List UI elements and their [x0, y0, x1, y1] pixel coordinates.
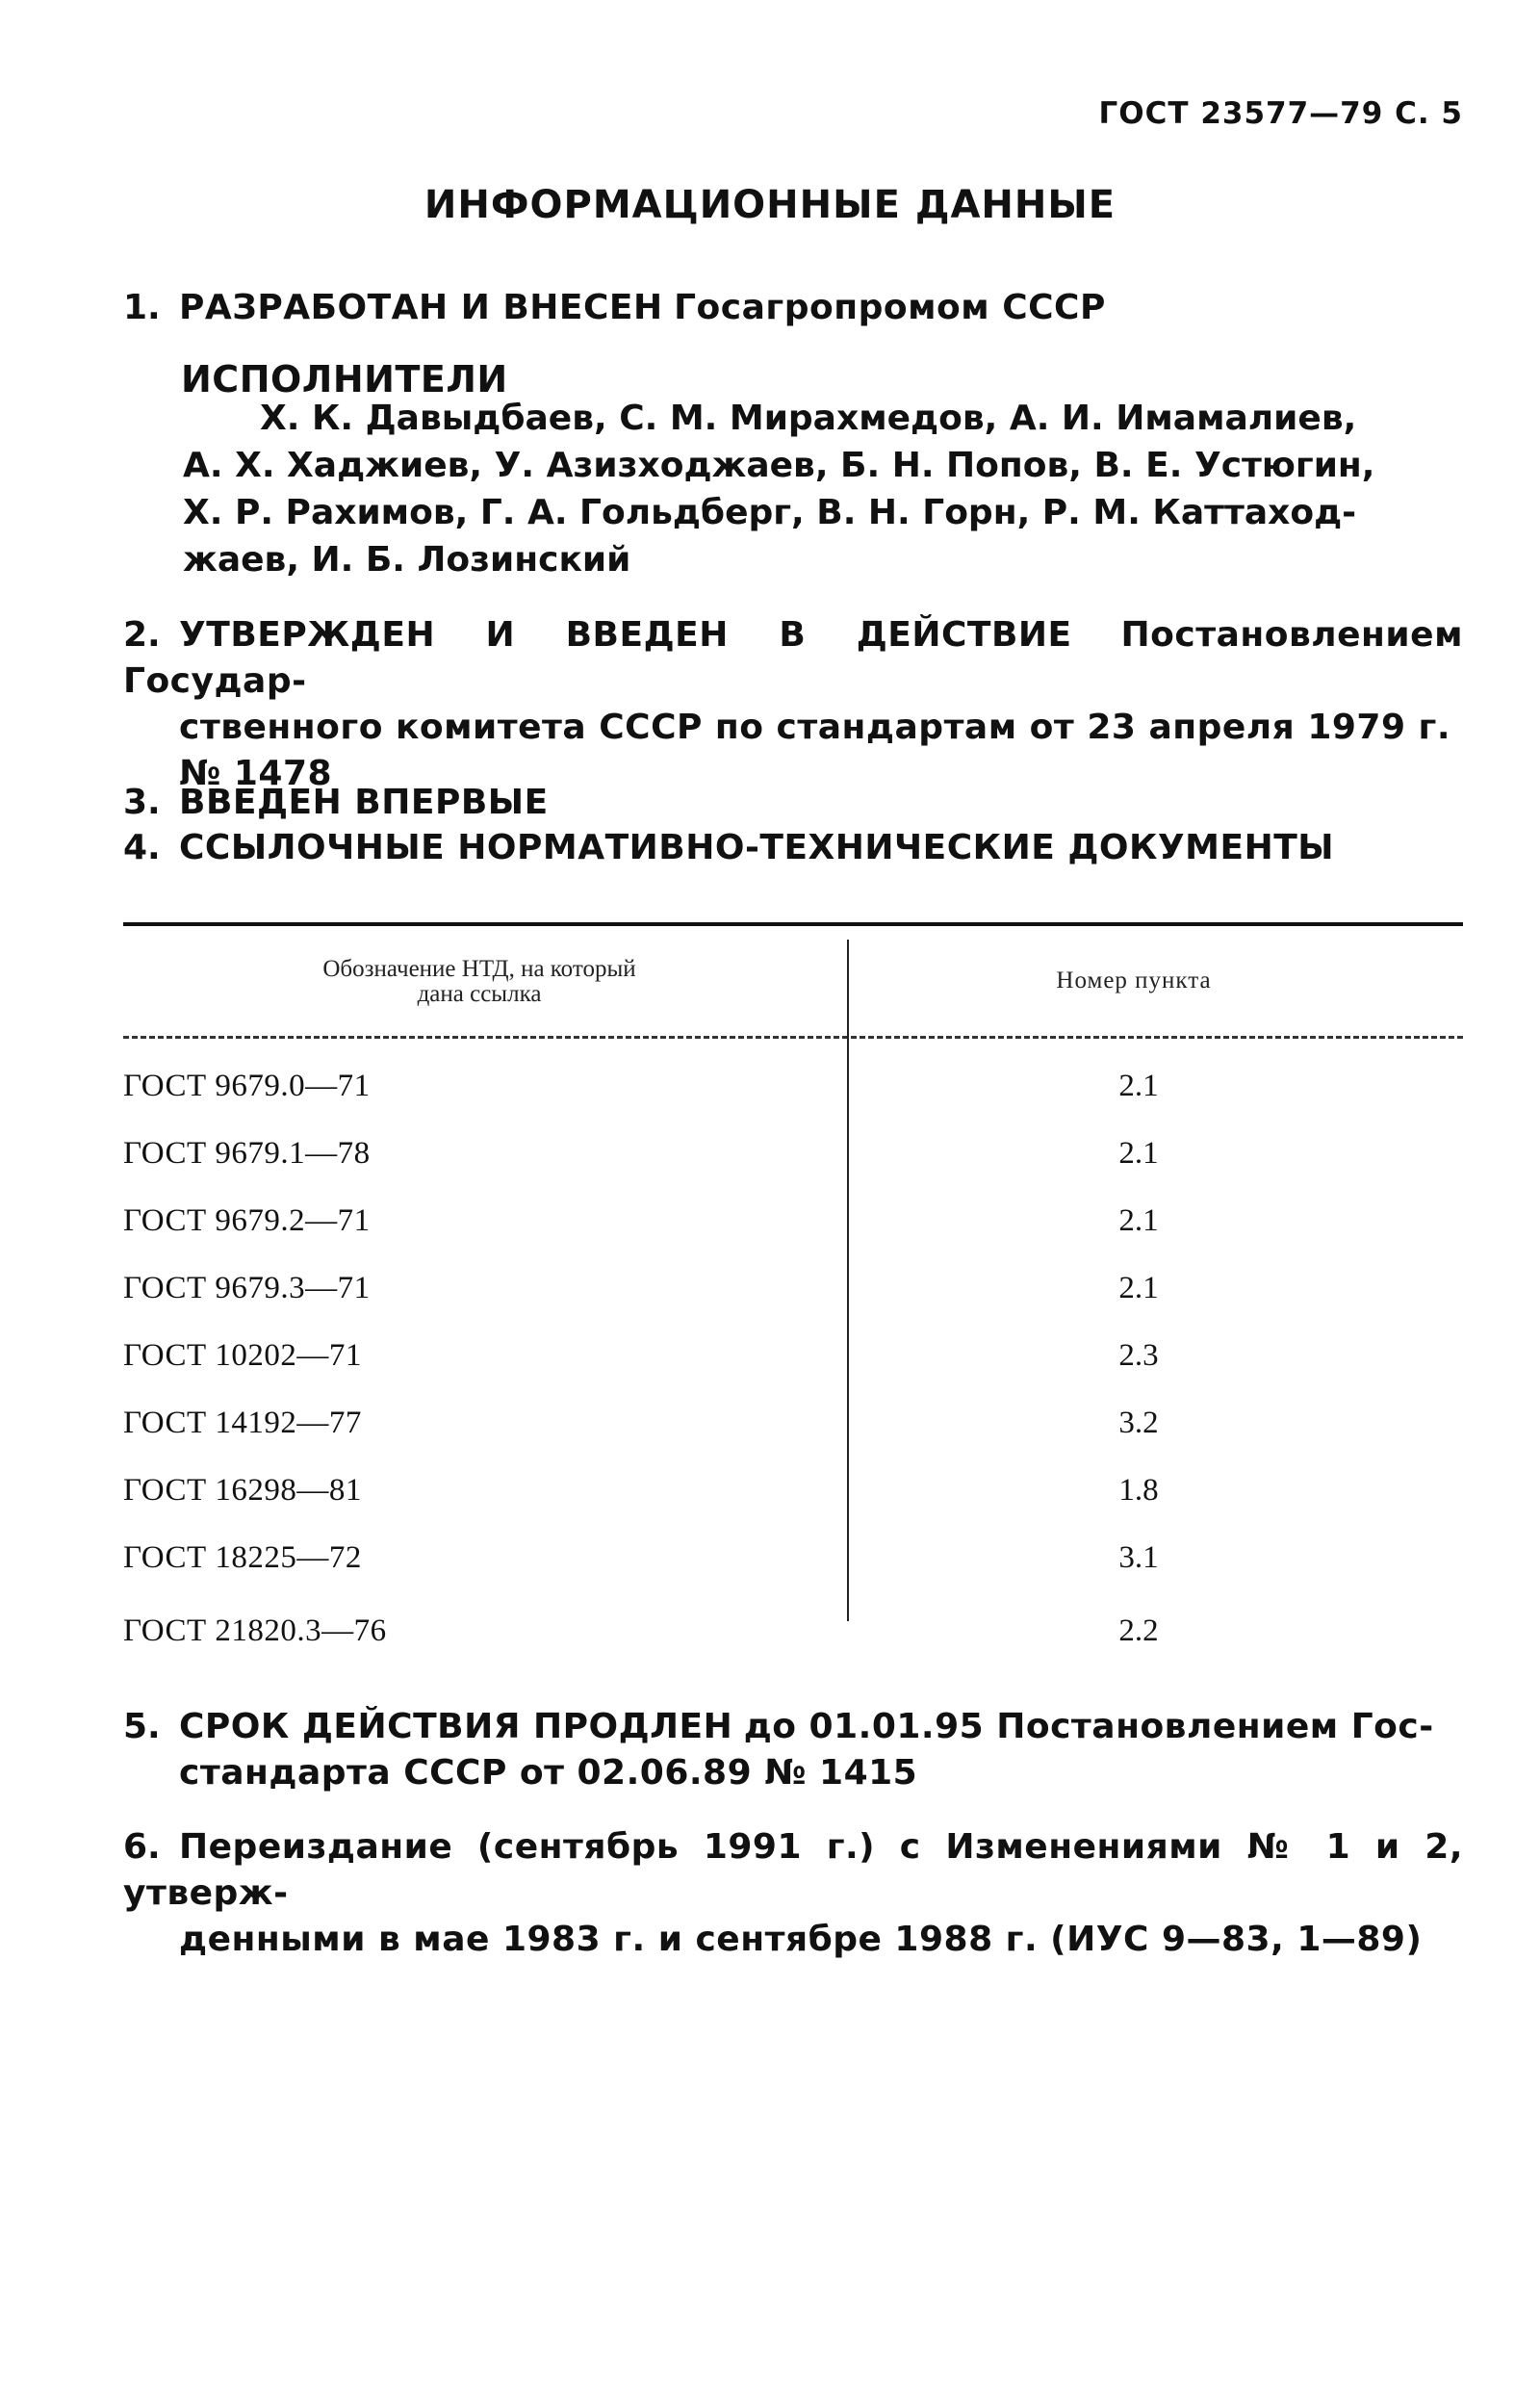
section-number: 2. [123, 615, 161, 655]
table-row [123, 1069, 1463, 1111]
table-row [123, 1613, 1463, 1656]
page-header: ГОСТ 23577—79 С. 5 [1098, 96, 1463, 131]
table-row [123, 1406, 1463, 1448]
clause-cell: 2.3 [1118, 1338, 1159, 1373]
section-text: Госагропромом СССР [674, 288, 1106, 327]
section-line: денными в мае 1983 г. и сентябре 1988 г. (ИУС 9—83, 1—89) [179, 1920, 1423, 1959]
section-lead: ССЫЛОЧНЫЕ НОРМАТИВНО-ТЕХНИЧЕСКИЕ ДОКУМЕНТЫ [179, 828, 1335, 867]
section-text: до 01.01.95 Постановлением Гос- [743, 1707, 1434, 1746]
clause-cell: 2.1 [1118, 1271, 1159, 1305]
section-6 [123, 1824, 1463, 1963]
table-row [123, 1136, 1463, 1178]
section-line: № 1478 [179, 754, 333, 793]
section-text: Постановлением Государ- [123, 615, 1463, 701]
executors-line: А. Х. Хаджиев, У. Азизходжаев, Б. Н. Попов, В. Е. Устюгин, [183, 446, 1375, 485]
ref-cell: ГОСТ 21820.3—76 [123, 1613, 387, 1648]
executors-list [183, 395, 1463, 583]
section-lead: УТВЕРЖДЕН И ВВЕДЕН В ДЕЙСТВИЕ [179, 615, 1072, 655]
table-row [123, 1271, 1463, 1313]
section-lead: РАЗРАБОТАН И ВНЕСЕН [179, 288, 663, 327]
section-number: 4. [123, 828, 161, 867]
section-number: 1. [123, 288, 161, 327]
ref-cell: ГОСТ 10202—71 [123, 1338, 362, 1373]
table-header-ref: Обозначение НТД, на который дана ссылка [322, 956, 636, 1007]
executors-line: Х. Р. Рахимов, Г. А. Гольдберг, В. Н. Горн, Р. М. Каттаход- [183, 493, 1357, 532]
ref-cell: ГОСТ 18225—72 [123, 1540, 362, 1575]
table-top-rule [123, 922, 1463, 926]
section-3 [123, 780, 1463, 826]
section-1 [123, 285, 1463, 331]
ref-cell: ГОСТ 9679.3—71 [123, 1271, 371, 1305]
references-table [123, 922, 1463, 1664]
section-number: 6. [123, 1827, 161, 1867]
section-number: 5. [123, 1707, 161, 1746]
section-line: стандарта СССР от 02.06.89 № 1415 [179, 1753, 918, 1793]
section-5 [123, 1704, 1463, 1796]
ref-cell: ГОСТ 14192—77 [123, 1406, 362, 1440]
table-header-clause: Номер пункта [1056, 968, 1212, 994]
clause-cell: 2.2 [1118, 1613, 1159, 1648]
document-title: ИНФОРМАЦИОННЫЕ ДАННЫЕ [424, 183, 1116, 227]
table-row [123, 1540, 1463, 1583]
table-row [123, 1338, 1463, 1381]
clause-cell: 1.8 [1118, 1473, 1159, 1508]
executors-heading: ИСПОЛНИТЕЛИ [181, 358, 508, 400]
section-lead: ВВЕДЕН ВПЕРВЫЕ [179, 783, 549, 822]
clause-cell: 2.1 [1118, 1203, 1159, 1238]
section-2 [123, 612, 1463, 797]
section-lead: СРОК ДЕЙСТВИЯ ПРОДЛЕН [179, 1707, 733, 1746]
table-row [123, 1473, 1463, 1515]
section-line: ственного комитета СССР по стандартам от 23 апреля 1979 г. [179, 708, 1451, 747]
ref-cell: ГОСТ 9679.0—71 [123, 1069, 371, 1103]
ref-cell: ГОСТ 9679.2—71 [123, 1203, 371, 1238]
executors-line: жаев, И. Б. Лозинский [183, 540, 631, 580]
section-text: Переиздание (сентябрь 1991 г.) с Изменениями № 1 и 2, утверж- [123, 1827, 1463, 1913]
table-header-rule [123, 1036, 1463, 1039]
table-row [123, 1203, 1463, 1246]
clause-cell: 3.2 [1118, 1406, 1159, 1440]
clause-cell: 2.1 [1118, 1069, 1159, 1103]
ref-cell: ГОСТ 9679.1—78 [123, 1136, 371, 1171]
section-number: 3. [123, 783, 161, 822]
ref-cell: ГОСТ 16298—81 [123, 1473, 362, 1508]
section-4 [123, 825, 1463, 871]
executors-line: Х. К. Давыдбаев, С. М. Мирахмедов, А. И. Имамалиев, [260, 399, 1357, 438]
clause-cell: 3.1 [1118, 1540, 1159, 1575]
clause-cell: 2.1 [1118, 1136, 1159, 1171]
